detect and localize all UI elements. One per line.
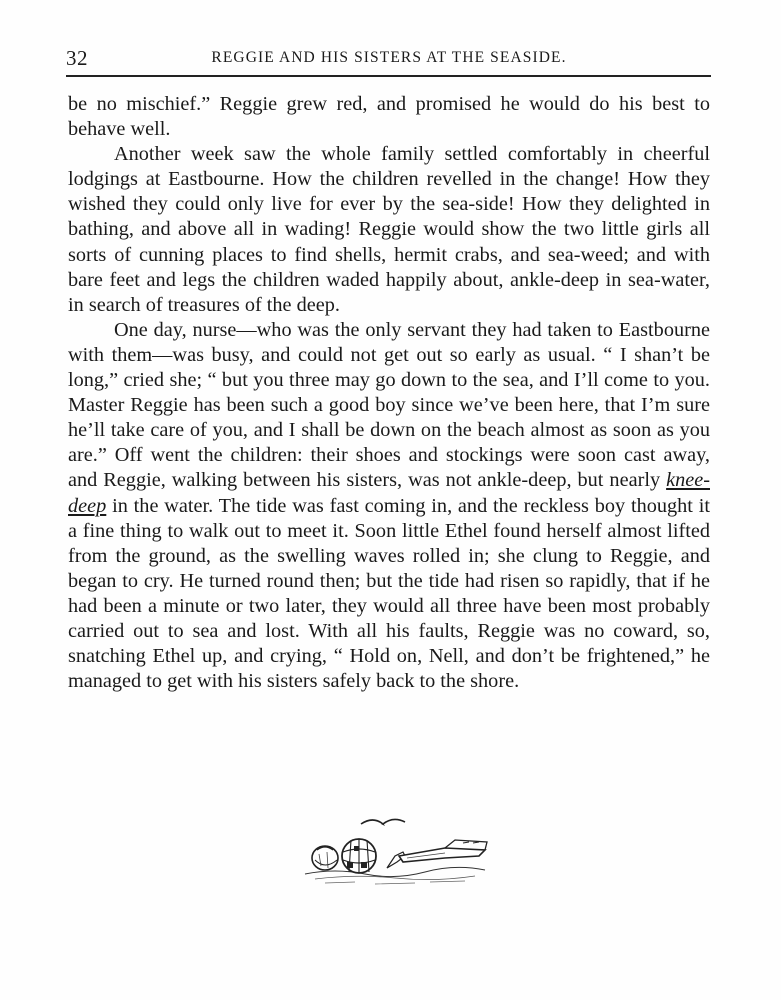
paragraph-1: be no mischief.” Reggie grew red, and promised he would do his best to behave well. (68, 93, 710, 141)
seaside-vignette-icon (295, 812, 495, 892)
paragraph-3 (68, 318, 710, 694)
paragraph-2: Another week saw the whole family settled comfortably in cheerful lodgings at Eastbourne. How the children revelled in the change! How they wished they could only live for ever by the sea-side! How they delighted in bathing, and above all in wading! Reggie would show the two little girls all sorts of cunning places to find shells, hermit crabs, and sea-weed; and with bare feet and legs the children waded happily about, ankle-deep in sea-water, in search of treasures of the deep. (68, 143, 710, 316)
paragraph-3-part-2: in the water. The tide was fast coming in, and the reckless boy thought it a fine thing to walk out to meet it. Soon little Ethel found herself almost lifted from the ground, as the swelling waves rolled in; she clung to Reggie, and began to cry. He turned round then; but the tide had risen so rapidly, that if he had been a minute or two later, they would all three have been most probably carried out to sea and lost. With all his faults, Reggie was no coward, so, snatching Ethel up, and crying, “ Hold on, Nell, and don’t be frightened,” he managed to get with his sisters safely back to the shore. (68, 494, 710, 693)
header-rule (66, 75, 711, 77)
page-header (66, 46, 712, 70)
paragraph-3-part-1: One day, nurse—who was the only servant they had taken to Eastbourne with them—was busy, and could not get out so early as usual. “ I shan’t be long,” cried she; “ but you three may go down to the sea, and I’ll come to you. Master Reggie has been such a good boy since we’ve been here, that I’m sure he’ll take care of you, and I shall be down on the beach almost as soon as you are.” Off went the children: their shoes and stockings were soon cast away, and Reggie, walking between his sisters, was not ankle-deep, but nearly (68, 318, 710, 492)
running-head: REGGIE AND HIS SISTERS AT THE SEASIDE. (211, 49, 567, 66)
emphasis-knee-deep: knee-deep (68, 469, 710, 517)
page-number: 32 (66, 46, 88, 70)
body-text (68, 92, 710, 694)
